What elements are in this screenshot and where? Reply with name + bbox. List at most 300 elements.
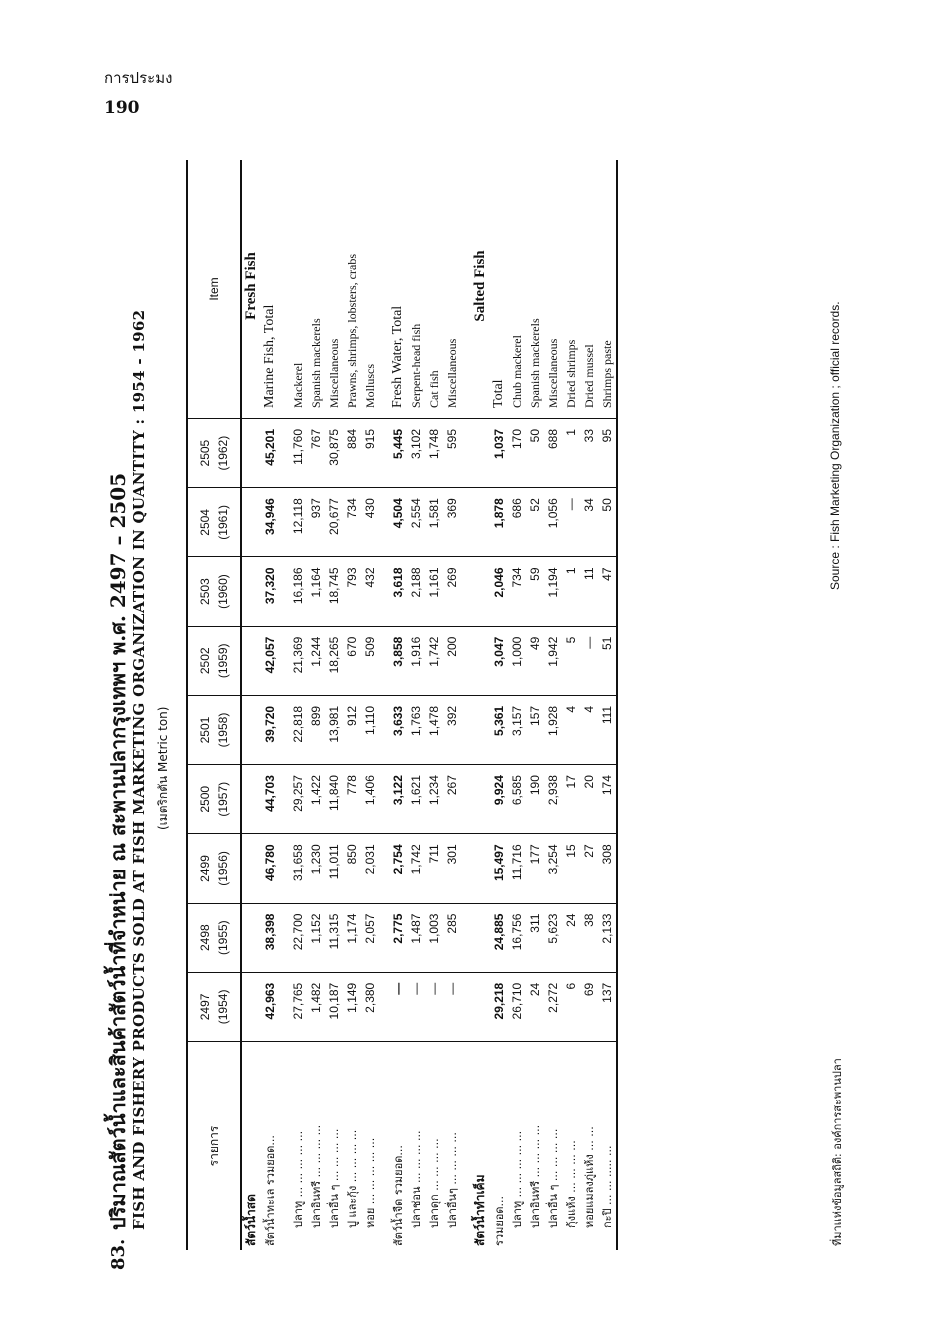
year-be: 2499 bbox=[198, 855, 212, 882]
row-label-english: Serpent-head fish bbox=[407, 160, 425, 419]
row-label-english bbox=[379, 160, 389, 419]
year-header bbox=[187, 765, 241, 834]
cell-value: 11,840 bbox=[325, 765, 343, 834]
cell-value: 6 bbox=[562, 972, 580, 1041]
cell-value: 21,369 bbox=[289, 626, 307, 695]
cell-value bbox=[461, 419, 471, 488]
cell-value bbox=[461, 765, 471, 834]
cell-value: 1,621 bbox=[407, 765, 425, 834]
cell-value: 850 bbox=[343, 834, 361, 903]
cell-value: 2,057 bbox=[361, 903, 379, 972]
cell-value: 46,780 bbox=[261, 834, 279, 903]
cell-value: 27 bbox=[580, 834, 598, 903]
cell-value: 1,487 bbox=[407, 903, 425, 972]
cell-value: 5 bbox=[562, 626, 580, 695]
cell-value: 20 bbox=[580, 765, 598, 834]
cell-value: 2,031 bbox=[361, 834, 379, 903]
cell-value: 269 bbox=[443, 557, 461, 626]
cell-value bbox=[241, 903, 261, 972]
row-label-thai: ปลาอินทรี ... ... ... ... bbox=[310, 1124, 323, 1228]
cell-value bbox=[241, 419, 261, 488]
cell-value bbox=[279, 834, 289, 903]
cell-value: 1,174 bbox=[343, 903, 361, 972]
cell-value: 1,406 bbox=[361, 765, 379, 834]
row-label-english: Shrimps paste bbox=[598, 160, 617, 419]
row-label-english: Spanish mackerels bbox=[307, 160, 325, 419]
table-number: 83. bbox=[108, 1238, 129, 1270]
cell-value: 5,445 bbox=[389, 419, 407, 488]
cell-value: 311 bbox=[526, 903, 544, 972]
cell-value: 39,720 bbox=[261, 695, 279, 764]
cell-value bbox=[471, 557, 490, 626]
cell-value: 767 bbox=[307, 419, 325, 488]
cell-value: 1,478 bbox=[425, 695, 443, 764]
row-label-thai: สัตว์น้ำทำเค็ม bbox=[473, 1174, 487, 1246]
cell-value: 24 bbox=[562, 903, 580, 972]
year-ad: (1962) bbox=[216, 435, 230, 471]
year-ad: (1956) bbox=[216, 851, 230, 886]
cell-value: 2,380 bbox=[361, 972, 379, 1041]
cell-value bbox=[279, 557, 289, 626]
cell-value: — bbox=[580, 626, 598, 695]
cell-value: 1,244 bbox=[307, 626, 325, 695]
cell-value: 22,700 bbox=[289, 903, 307, 972]
source-thai: ที่มาแห่งข้อมูลสถิติ: องค์การสะพานปลา bbox=[831, 1058, 844, 1246]
cell-value: 1,000 bbox=[508, 626, 526, 695]
total-row bbox=[261, 160, 279, 1250]
cell-value: 2,754 bbox=[389, 834, 407, 903]
cell-value bbox=[279, 626, 289, 695]
cell-value bbox=[241, 557, 261, 626]
cell-value bbox=[379, 972, 389, 1041]
cell-value: 509 bbox=[361, 626, 379, 695]
cell-value: 6,585 bbox=[508, 765, 526, 834]
cell-value: 1,164 bbox=[307, 557, 325, 626]
cell-value: 3,157 bbox=[508, 695, 526, 764]
spacer-row bbox=[379, 160, 389, 1250]
cell-value: 1,161 bbox=[425, 557, 443, 626]
cell-value: 2,188 bbox=[407, 557, 425, 626]
year-be: 2503 bbox=[198, 578, 212, 605]
row-label-thai: ปลาทู ... ... ... ... ... bbox=[292, 1130, 305, 1228]
cell-value: 1,878 bbox=[490, 488, 508, 557]
cell-value: 11 bbox=[580, 557, 598, 626]
cell-value: 308 bbox=[598, 834, 617, 903]
cell-value: 20,677 bbox=[325, 488, 343, 557]
cell-value: 4 bbox=[562, 695, 580, 764]
cell-value: 3,633 bbox=[389, 695, 407, 764]
cell-value: 2,133 bbox=[598, 903, 617, 972]
cell-value: 1,742 bbox=[407, 834, 425, 903]
cell-value: 711 bbox=[425, 834, 443, 903]
year-be: 2497 bbox=[198, 993, 212, 1021]
cell-value: 51 bbox=[598, 626, 617, 695]
year-ad: (1959) bbox=[216, 643, 230, 679]
year-header bbox=[187, 903, 241, 972]
cell-value bbox=[379, 488, 389, 557]
cell-value: 4 bbox=[580, 695, 598, 764]
cell-value: 33 bbox=[580, 419, 598, 488]
cell-value: 45,201 bbox=[261, 419, 279, 488]
table-title-thai: ปริมาณสัตว์น้ำและสินค้าสัตว์น้ำที่จำหน่าย ณ สะพานปลากรุงเทพฯ พ.ศ. 2497 – 2505 bbox=[106, 472, 130, 1230]
cell-value: 267 bbox=[443, 765, 461, 834]
cell-value: 778 bbox=[343, 765, 361, 834]
row-label-english bbox=[279, 160, 289, 419]
row-label-english: Salted Fish bbox=[471, 160, 490, 419]
year-ad: (1958) bbox=[216, 712, 230, 748]
row-label-english: Miscellaneous bbox=[443, 160, 461, 419]
cell-value bbox=[471, 695, 490, 764]
cell-value: 22,818 bbox=[289, 695, 307, 764]
cell-value: 52 bbox=[526, 488, 544, 557]
cell-value: 670 bbox=[343, 626, 361, 695]
row-label-english bbox=[461, 160, 471, 419]
cell-value: 44,703 bbox=[261, 765, 279, 834]
cell-value bbox=[279, 903, 289, 972]
cell-value bbox=[379, 557, 389, 626]
cell-value bbox=[241, 834, 261, 903]
year-ad: (1955) bbox=[216, 920, 230, 956]
spacer-row bbox=[461, 160, 471, 1250]
cell-value: 42,963 bbox=[261, 972, 279, 1041]
cell-value: 2,775 bbox=[389, 903, 407, 972]
cell-value bbox=[279, 972, 289, 1041]
row-label-thai: รวมยอด... bbox=[493, 1195, 506, 1246]
table-row bbox=[526, 160, 544, 1250]
cell-value: 200 bbox=[443, 626, 461, 695]
cell-value: 12,118 bbox=[289, 488, 307, 557]
cell-value bbox=[379, 626, 389, 695]
cell-value: — bbox=[389, 972, 407, 1041]
year-be: 2500 bbox=[198, 785, 212, 813]
cell-value: 285 bbox=[443, 903, 461, 972]
cell-value: 1,916 bbox=[407, 626, 425, 695]
cell-value bbox=[461, 488, 471, 557]
cell-value: 1 bbox=[562, 419, 580, 488]
total-row bbox=[389, 160, 407, 1250]
cell-value: 912 bbox=[343, 695, 361, 764]
table-row bbox=[407, 160, 425, 1250]
cell-value: 1,763 bbox=[407, 695, 425, 764]
row-label-thai bbox=[461, 1042, 471, 1251]
row-label-thai: สัตว์น้ำทะเล รวมยอด... bbox=[264, 1135, 277, 1246]
cell-value bbox=[461, 695, 471, 764]
cell-value bbox=[241, 765, 261, 834]
cell-value: 1,748 bbox=[425, 419, 443, 488]
table-body bbox=[241, 160, 617, 1250]
table-row bbox=[580, 160, 598, 1250]
cell-value bbox=[379, 834, 389, 903]
cell-value: 3,254 bbox=[544, 834, 562, 903]
cell-value: 884 bbox=[343, 419, 361, 488]
row-label-thai: กุ้งแห้ง ... ... ... ... bbox=[565, 1140, 578, 1228]
cell-value bbox=[461, 626, 471, 695]
cell-value: 31,658 bbox=[289, 834, 307, 903]
unit-label: (เมตริกตัน Metric ton) bbox=[156, 706, 170, 830]
cell-value bbox=[279, 488, 289, 557]
cell-value: 1,422 bbox=[307, 765, 325, 834]
cell-value: 3,122 bbox=[389, 765, 407, 834]
cell-value: 5,623 bbox=[544, 903, 562, 972]
cell-value bbox=[379, 903, 389, 972]
cell-value: 1,037 bbox=[490, 419, 508, 488]
cell-value: 24,885 bbox=[490, 903, 508, 972]
year-be: 2501 bbox=[198, 716, 212, 744]
cell-value: 915 bbox=[361, 419, 379, 488]
row-label-english: Fresh Fish bbox=[241, 160, 261, 419]
cell-value: 1,230 bbox=[307, 834, 325, 903]
cell-value: 686 bbox=[508, 488, 526, 557]
cell-value bbox=[471, 765, 490, 834]
cell-value: — bbox=[407, 972, 425, 1041]
row-label-thai: หอย ... ... ... ... ... bbox=[364, 1137, 377, 1228]
cell-value bbox=[471, 903, 490, 972]
cell-value: 38,398 bbox=[261, 903, 279, 972]
cell-value: 38 bbox=[580, 903, 598, 972]
row-label-thai bbox=[379, 1042, 389, 1251]
row-label-english: Dried mussel bbox=[580, 160, 598, 419]
cell-value bbox=[471, 834, 490, 903]
cell-value: 1,194 bbox=[544, 557, 562, 626]
spacer-row bbox=[279, 160, 289, 1250]
cell-value bbox=[461, 972, 471, 1041]
cell-value: 18,745 bbox=[325, 557, 343, 626]
row-label-thai bbox=[279, 1042, 289, 1251]
row-label-thai: ปลาอื่น ๆ ... ... ... ... bbox=[547, 1128, 560, 1228]
table-row bbox=[508, 160, 526, 1250]
cell-value: 392 bbox=[443, 695, 461, 764]
cell-value: 432 bbox=[361, 557, 379, 626]
cell-value bbox=[241, 626, 261, 695]
table-row bbox=[598, 160, 617, 1250]
cell-value: 177 bbox=[526, 834, 544, 903]
cell-value: 2,272 bbox=[544, 972, 562, 1041]
cell-value: 137 bbox=[598, 972, 617, 1041]
cell-value: 734 bbox=[343, 488, 361, 557]
cell-value: 157 bbox=[526, 695, 544, 764]
year-ad: (1954) bbox=[216, 989, 230, 1025]
cell-value: 1,110 bbox=[361, 695, 379, 764]
cell-value: 2,554 bbox=[407, 488, 425, 557]
cell-value bbox=[471, 626, 490, 695]
table-row bbox=[343, 160, 361, 1250]
cell-value: 190 bbox=[526, 765, 544, 834]
cell-value: 11,315 bbox=[325, 903, 343, 972]
year-header bbox=[187, 626, 241, 695]
cell-value: 34 bbox=[580, 488, 598, 557]
cell-value: 793 bbox=[343, 557, 361, 626]
year-header bbox=[187, 419, 241, 488]
cell-value: 3,618 bbox=[389, 557, 407, 626]
table-row bbox=[425, 160, 443, 1250]
row-label-english: Chub mackerel bbox=[508, 160, 526, 419]
cell-value bbox=[471, 972, 490, 1041]
cell-value: 2,938 bbox=[544, 765, 562, 834]
row-label-english: Mackerel bbox=[289, 160, 307, 419]
year-be: 2502 bbox=[198, 647, 212, 675]
cell-value: 1,149 bbox=[343, 972, 361, 1041]
cell-value: 369 bbox=[443, 488, 461, 557]
cell-value: 4,504 bbox=[389, 488, 407, 557]
cell-value: 1,003 bbox=[425, 903, 443, 972]
cell-value bbox=[461, 557, 471, 626]
cell-value: 111 bbox=[598, 695, 617, 764]
data-table bbox=[186, 160, 618, 1250]
cell-value: — bbox=[562, 488, 580, 557]
section-row bbox=[241, 160, 261, 1250]
cell-value: 899 bbox=[307, 695, 325, 764]
cell-value: 59 bbox=[526, 557, 544, 626]
cell-value: 15 bbox=[562, 834, 580, 903]
row-label-thai: สัตว์น้ำสด bbox=[244, 1194, 258, 1246]
year-header bbox=[187, 972, 241, 1041]
cell-value: 10,187 bbox=[325, 972, 343, 1041]
source-english: Source : Fish Marketing Organization ; official records. bbox=[828, 301, 842, 590]
cell-value: 174 bbox=[598, 765, 617, 834]
section-row bbox=[471, 160, 490, 1250]
cell-value bbox=[461, 903, 471, 972]
cell-value: 69 bbox=[580, 972, 598, 1041]
cell-value: 1,942 bbox=[544, 626, 562, 695]
cell-value: 1,234 bbox=[425, 765, 443, 834]
cell-value: 27,765 bbox=[289, 972, 307, 1041]
row-label-thai: หอยแมลงภู่แห้ง ... ... bbox=[583, 1126, 596, 1228]
cell-value: 9,924 bbox=[490, 765, 508, 834]
cell-value: 24 bbox=[526, 972, 544, 1041]
cell-value: 37,320 bbox=[261, 557, 279, 626]
row-label-english: Cat fish bbox=[425, 160, 443, 419]
cell-value bbox=[241, 695, 261, 764]
cell-value bbox=[471, 419, 490, 488]
cell-value bbox=[379, 419, 389, 488]
table-row bbox=[307, 160, 325, 1250]
cell-value: 1,482 bbox=[307, 972, 325, 1041]
cell-value: 18,265 bbox=[325, 626, 343, 695]
page-number: 190 bbox=[104, 98, 140, 118]
cell-value: 688 bbox=[544, 419, 562, 488]
year-ad: (1957) bbox=[216, 781, 230, 817]
cell-value bbox=[241, 972, 261, 1041]
cell-value: 13,981 bbox=[325, 695, 343, 764]
cell-value: 95 bbox=[598, 419, 617, 488]
table-row bbox=[289, 160, 307, 1250]
cell-value: 2,046 bbox=[490, 557, 508, 626]
cell-value: 30,875 bbox=[325, 419, 343, 488]
row-label-thai: ปลาอื่นๆ ... ... ... ... bbox=[446, 1132, 459, 1228]
row-label-english: Prawns, shrimps, lobsters, crabs bbox=[343, 160, 361, 419]
year-be: 2505 bbox=[198, 439, 212, 467]
cell-value: 5,361 bbox=[490, 695, 508, 764]
cell-value: 734 bbox=[508, 557, 526, 626]
row-label-thai: กะปิ ... ... ..... ... bbox=[598, 1042, 617, 1251]
cell-value bbox=[279, 419, 289, 488]
cell-value: 16,186 bbox=[289, 557, 307, 626]
cell-value: 301 bbox=[443, 834, 461, 903]
year-ad: (1960) bbox=[216, 574, 230, 609]
cell-value bbox=[379, 695, 389, 764]
cell-value: 1,056 bbox=[544, 488, 562, 557]
cell-value: 42,057 bbox=[261, 626, 279, 695]
cell-value: 1,742 bbox=[425, 626, 443, 695]
table-title-english: FISH AND FISHERY PRODUCTS SOLD AT FISH MARKETING ORGANIZATION IN QUANTITY : 1954 - 1962 bbox=[130, 309, 148, 1230]
row-label-thai: ปู และกุ้ง ... ... ... ... bbox=[346, 1129, 359, 1228]
year-header bbox=[187, 695, 241, 764]
cell-value: 29,218 bbox=[490, 972, 508, 1041]
cell-value: 3,858 bbox=[389, 626, 407, 695]
cell-value: 47 bbox=[598, 557, 617, 626]
table-row bbox=[544, 160, 562, 1250]
cell-value: 11,716 bbox=[508, 834, 526, 903]
year-header bbox=[187, 557, 241, 626]
cell-value: 11,011 bbox=[325, 834, 343, 903]
cell-value bbox=[461, 834, 471, 903]
row-label-thai: ปลาอินทรี ... ... ... ... bbox=[529, 1124, 542, 1228]
cell-value bbox=[471, 488, 490, 557]
year-be: 2498 bbox=[198, 924, 212, 952]
item-header-english: Item bbox=[187, 160, 241, 419]
row-label-thai: ปลาทู ... ... ... ... ... bbox=[511, 1130, 524, 1228]
row-label-english: Molluscs bbox=[361, 160, 379, 419]
row-label-english: Miscellaneous bbox=[325, 160, 343, 419]
cell-value: 15,497 bbox=[490, 834, 508, 903]
cell-value: 3,102 bbox=[407, 419, 425, 488]
table-header-row bbox=[187, 160, 241, 1250]
cell-value: 430 bbox=[361, 488, 379, 557]
cell-value: 17 bbox=[562, 765, 580, 834]
cell-value: 11,760 bbox=[289, 419, 307, 488]
cell-value: 26,710 bbox=[508, 972, 526, 1041]
row-label-english: Dried shrimps bbox=[562, 160, 580, 419]
cell-value bbox=[279, 765, 289, 834]
table-row bbox=[361, 160, 379, 1250]
row-label-thai: ปลาดุก ... ... ... ... bbox=[428, 1138, 441, 1228]
table-row bbox=[443, 160, 461, 1250]
cell-value: 16,756 bbox=[508, 903, 526, 972]
section-header: การประมง bbox=[104, 69, 173, 87]
cell-value: 1,152 bbox=[307, 903, 325, 972]
cell-value: 34,946 bbox=[261, 488, 279, 557]
cell-value: 29,257 bbox=[289, 765, 307, 834]
cell-value: 170 bbox=[508, 419, 526, 488]
year-be: 2504 bbox=[198, 509, 212, 536]
cell-value: 1 bbox=[562, 557, 580, 626]
cell-value: — bbox=[443, 972, 461, 1041]
cell-value bbox=[379, 765, 389, 834]
row-label-english: Fresh Water, Total bbox=[389, 160, 407, 419]
year-ad: (1961) bbox=[216, 505, 230, 540]
cell-value: 50 bbox=[598, 488, 617, 557]
total-row bbox=[490, 160, 508, 1250]
year-header bbox=[187, 488, 241, 557]
year-header bbox=[187, 834, 241, 903]
cell-value: — bbox=[425, 972, 443, 1041]
rotated-table-page bbox=[100, 130, 860, 1270]
row-label-english: Marine Fish, Total bbox=[261, 160, 279, 419]
cell-value: 595 bbox=[443, 419, 461, 488]
row-label-english: Total bbox=[490, 160, 508, 419]
table-row bbox=[325, 160, 343, 1250]
row-label-english: Miscellaneous bbox=[544, 160, 562, 419]
cell-value: 937 bbox=[307, 488, 325, 557]
cell-value: 49 bbox=[526, 626, 544, 695]
cell-value: 3,047 bbox=[490, 626, 508, 695]
row-label-thai: สัตว์น้ำจืด รวมยอด... bbox=[392, 1145, 405, 1246]
cell-value: 1,928 bbox=[544, 695, 562, 764]
cell-value: 1,581 bbox=[425, 488, 443, 557]
row-label-english: Spanish mackerels bbox=[526, 160, 544, 419]
cell-value: 50 bbox=[526, 419, 544, 488]
row-label-thai: ปลาช่อน ... ... ... ... bbox=[410, 1130, 423, 1228]
